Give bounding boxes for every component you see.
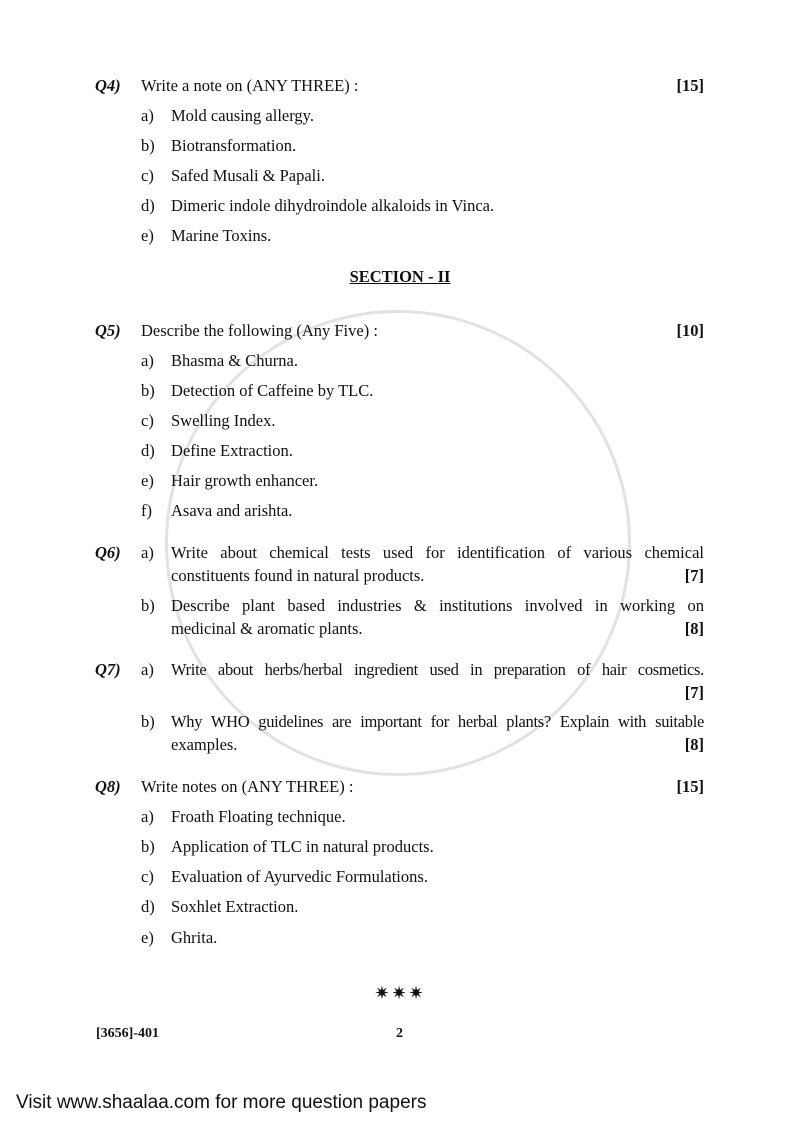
item-letter: c) xyxy=(141,166,154,185)
item-text: Write about herbs/herbal ingredient used in preparation of hair cosmetics. xyxy=(171,660,704,679)
item-letter: e) xyxy=(141,928,154,947)
paper-code: [3656]-401 xyxy=(96,1026,159,1041)
item-text: Soxhlet Extraction. xyxy=(171,897,299,916)
item-letter: e) xyxy=(141,471,154,490)
item-marks: [7] xyxy=(684,683,704,702)
item-text: Safed Musali & Papali. xyxy=(171,166,325,185)
item-text: Evaluation of Ayurvedic Formulations. xyxy=(171,867,428,886)
question-marks: [15] xyxy=(676,777,704,796)
item-text: Describe plant based industries & institutions involved in working on xyxy=(171,596,704,615)
item-letter: b) xyxy=(141,712,155,731)
item-text-cont: medicinal & aromatic plants. xyxy=(171,619,363,638)
item-text-cont: constituents found in natural products. xyxy=(171,566,425,585)
item-letter: a) xyxy=(141,106,154,125)
question-text: Write notes on (ANY THREE) : xyxy=(141,777,354,796)
question-number: Q7) xyxy=(95,660,121,679)
item-letter: b) xyxy=(141,837,155,856)
item-letter: e) xyxy=(141,226,154,245)
item-text: Application of TLC in natural products. xyxy=(171,837,434,856)
item-letter: d) xyxy=(141,441,155,460)
item-text: Ghrita. xyxy=(171,928,218,947)
item-text: Bhasma & Churna. xyxy=(171,351,298,370)
item-letter: c) xyxy=(141,867,154,886)
promo-banner: Visit www.shaalaa.com for more question papers xyxy=(16,1092,427,1113)
item-letter: a) xyxy=(141,543,154,562)
item-marks: [8] xyxy=(684,735,704,754)
item-letter: b) xyxy=(141,596,155,615)
item-letter: d) xyxy=(141,196,155,215)
question-text: Write a note on (ANY THREE) : xyxy=(141,76,359,95)
end-marker: ✷✷✷ xyxy=(374,983,426,1003)
item-letter: a) xyxy=(141,660,154,679)
item-text-cont: examples. xyxy=(171,735,238,754)
item-text: Asava and arishta. xyxy=(171,501,293,520)
item-text: Swelling Index. xyxy=(171,411,276,430)
item-marks: [8] xyxy=(684,619,704,638)
item-text: Marine Toxins. xyxy=(171,226,272,245)
item-text: Write about chemical tests used for identification of various chemical xyxy=(171,543,704,562)
item-text: Hair growth enhancer. xyxy=(171,471,319,490)
item-text: Detection of Caffeine by TLC. xyxy=(171,381,374,400)
item-letter: b) xyxy=(141,136,155,155)
page-number: 2 xyxy=(396,1026,403,1041)
item-text: Define Extraction. xyxy=(171,441,293,460)
item-text: Biotransformation. xyxy=(171,136,297,155)
item-marks: [7] xyxy=(684,566,704,585)
item-text: Froath Floating technique. xyxy=(171,807,346,826)
item-letter: a) xyxy=(141,351,154,370)
question-number: Q5) xyxy=(95,321,121,340)
item-letter: a) xyxy=(141,807,154,826)
item-letter: c) xyxy=(141,411,154,430)
item-letter: b) xyxy=(141,381,155,400)
question-number: Q4) xyxy=(95,76,121,95)
item-text: Mold causing allergy. xyxy=(171,106,314,125)
item-text: Dimeric indole dihydroindole alkaloids in Vinca. xyxy=(171,196,495,215)
question-marks: [10] xyxy=(676,321,704,340)
question-number: Q8) xyxy=(95,777,121,796)
section-heading: SECTION - II xyxy=(349,267,451,286)
question-number: Q6) xyxy=(95,543,121,562)
item-letter: d) xyxy=(141,897,155,916)
question-marks: [15] xyxy=(676,76,704,95)
question-text: Describe the following (Any Five) : xyxy=(141,321,378,340)
item-text: Why WHO guidelines are important for herbal plants? Explain with suitable xyxy=(171,712,704,731)
item-letter: f) xyxy=(141,501,152,520)
